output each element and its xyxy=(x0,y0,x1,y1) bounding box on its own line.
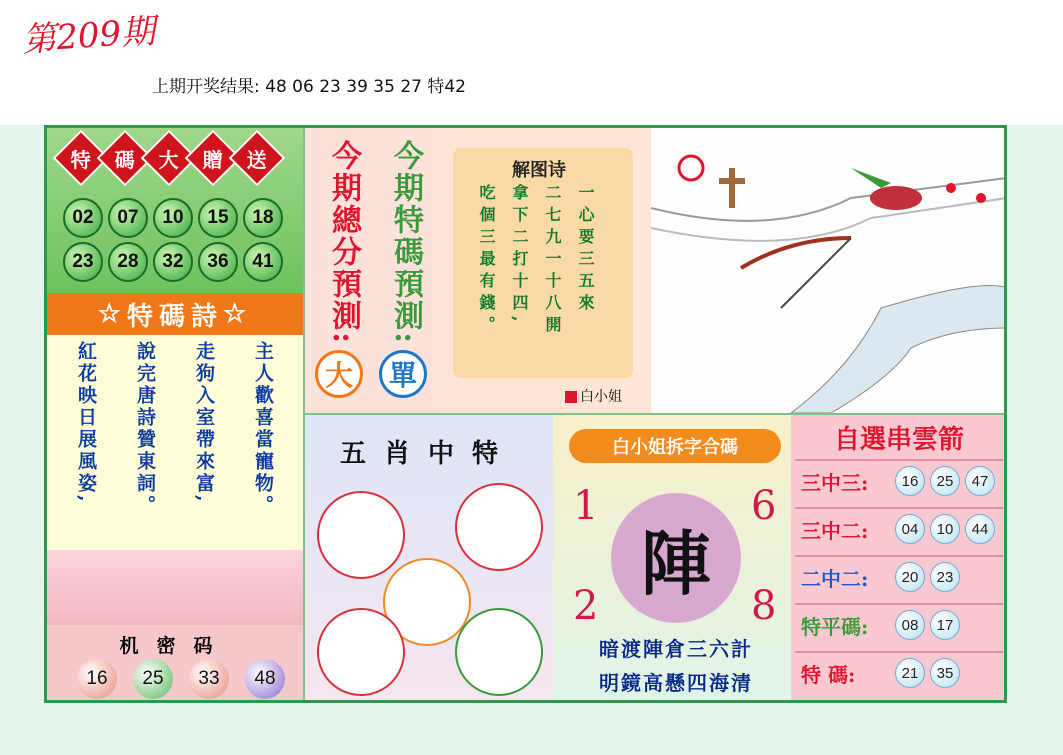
gift-title-char-text: 特 xyxy=(71,147,91,172)
secret-number-ball: 33 xyxy=(189,659,229,699)
scroll-poem xyxy=(475,184,597,338)
secret-number-ball: 16 xyxy=(77,659,117,699)
scroll-title: 解图诗 xyxy=(512,160,566,181)
zodiac-panel xyxy=(303,413,553,703)
combo-row xyxy=(795,603,1003,645)
seal-icon xyxy=(565,391,577,403)
combo-number-ball: 21 xyxy=(895,658,925,688)
scroll-paper xyxy=(453,148,633,405)
combo-row xyxy=(795,507,1003,549)
combo-row xyxy=(795,555,1003,597)
poem-body xyxy=(47,335,303,550)
gift-panel xyxy=(47,128,303,293)
combo-number-ball: 35 xyxy=(930,658,960,688)
combo-number-ball: 47 xyxy=(965,466,995,496)
combo-number-ball: 10 xyxy=(930,514,960,544)
gift-number-ball: 28 xyxy=(108,242,148,282)
poem-line: 主人歡喜當寵物。 xyxy=(252,341,274,517)
character-panel xyxy=(553,413,791,703)
gift-number-ball: 32 xyxy=(153,242,193,282)
combo-row-label: 三中二: xyxy=(801,518,869,543)
riddle-picture xyxy=(651,128,1007,413)
combo-number-ball: 04 xyxy=(895,514,925,544)
star-icon: ☆ xyxy=(223,299,253,329)
gift-title-char xyxy=(229,130,286,187)
secret-title: 机密码 xyxy=(119,635,231,657)
gift-number-ball: 02 xyxy=(63,198,103,238)
ox-icon xyxy=(455,483,543,571)
result-label: 上期开奖结果: xyxy=(152,77,260,97)
gift-number-ball: 10 xyxy=(153,198,193,238)
gift-number-ball: 36 xyxy=(198,242,238,282)
gift-number-ball: 07 xyxy=(108,198,148,238)
gift-number-ball: 15 xyxy=(198,198,238,238)
combo-number-ball: 23 xyxy=(930,562,960,592)
header xyxy=(0,0,1063,125)
char-number: 1 xyxy=(573,483,599,529)
character-title: 白小姐拆字合碼 xyxy=(569,429,781,463)
combo-title: 自選串雲箭 xyxy=(833,425,964,455)
poem-line: 紅花映日展風姿, xyxy=(75,341,97,505)
secret-number-ball: 48 xyxy=(245,659,285,699)
scroll-signature xyxy=(565,386,622,406)
landscape-illustration xyxy=(651,128,1007,413)
pig-icon xyxy=(317,608,405,696)
char-number: 6 xyxy=(751,483,777,529)
poem-title xyxy=(47,293,303,335)
special-prediction-value: 單 xyxy=(379,350,427,398)
char-number: 8 xyxy=(751,583,777,629)
rabbit-icon xyxy=(317,491,405,579)
gift-title-char-text: 送 xyxy=(247,147,267,172)
combo-number-ball: 44 xyxy=(965,514,995,544)
lottery-board xyxy=(44,125,1007,703)
gift-number-ball: 23 xyxy=(63,242,103,282)
gift-title xyxy=(61,138,277,178)
scroll-line: 吃個三最有錢。 xyxy=(477,184,496,338)
combo-number-ball: 25 xyxy=(930,466,960,496)
gift-numbers xyxy=(63,198,283,282)
combo-number-ball: 20 xyxy=(895,562,925,592)
special-prediction-label: 今期特碼預測: xyxy=(388,140,423,346)
divider xyxy=(303,128,305,703)
signature-text: 白小姐 xyxy=(580,389,622,405)
last-result xyxy=(152,72,466,97)
poem-line: 走狗入室帶來富, xyxy=(193,341,215,505)
horse-icon xyxy=(455,608,543,696)
combo-number-ball: 17 xyxy=(930,610,960,640)
combo-row xyxy=(795,651,1003,693)
combo-row-label: 三中三: xyxy=(801,470,869,495)
gift-number-ball: 41 xyxy=(243,242,283,282)
gift-title-char-text: 碼 xyxy=(115,147,135,172)
zodiac-title: 五肖中特 xyxy=(339,439,516,469)
combo-row-label: 特平碼: xyxy=(801,614,869,639)
total-prediction-label: 今期總分預測: xyxy=(326,140,361,346)
secret-panel xyxy=(47,625,303,703)
split-character: 陣 xyxy=(611,493,741,623)
poem-title-text: 特碼詩 xyxy=(126,301,223,332)
blank-panel xyxy=(47,550,303,625)
combo-row-label: 特 碼: xyxy=(801,662,856,687)
character-line-1: 暗渡陣倉三六計 xyxy=(599,637,753,661)
gift-number-ball: 18 xyxy=(243,198,283,238)
gift-title-char-text: 贈 xyxy=(203,147,223,172)
combo-row-label: 二中二: xyxy=(801,566,869,591)
combo-row xyxy=(795,459,1003,501)
scroll-line: 二七九一十八開 xyxy=(543,184,562,338)
combo-panel xyxy=(791,413,1007,703)
combo-number-ball: 16 xyxy=(895,466,925,496)
scroll-panel xyxy=(439,128,651,413)
gift-title-char-text: 大 xyxy=(159,147,179,172)
poem-line: 說完唐詩贊東詞。 xyxy=(134,341,156,517)
result-numbers: 48 06 23 39 35 27 特42 xyxy=(265,77,466,97)
star-icon: ☆ xyxy=(97,299,127,329)
combo-number-ball: 08 xyxy=(895,610,925,640)
character-line-2: 明鏡高懸四海清 xyxy=(599,671,753,695)
total-prediction-value: 大 xyxy=(315,350,363,398)
scroll-line: 一心要三五來 xyxy=(576,184,595,316)
secret-numbers xyxy=(77,659,285,699)
scroll-line: 拿下二打十四, xyxy=(510,184,529,328)
issue-title: 第209期 xyxy=(21,11,157,61)
char-number: 2 xyxy=(573,583,599,629)
divider xyxy=(303,413,1007,415)
secret-number-ball: 25 xyxy=(133,659,173,699)
prediction-panel xyxy=(303,128,439,413)
